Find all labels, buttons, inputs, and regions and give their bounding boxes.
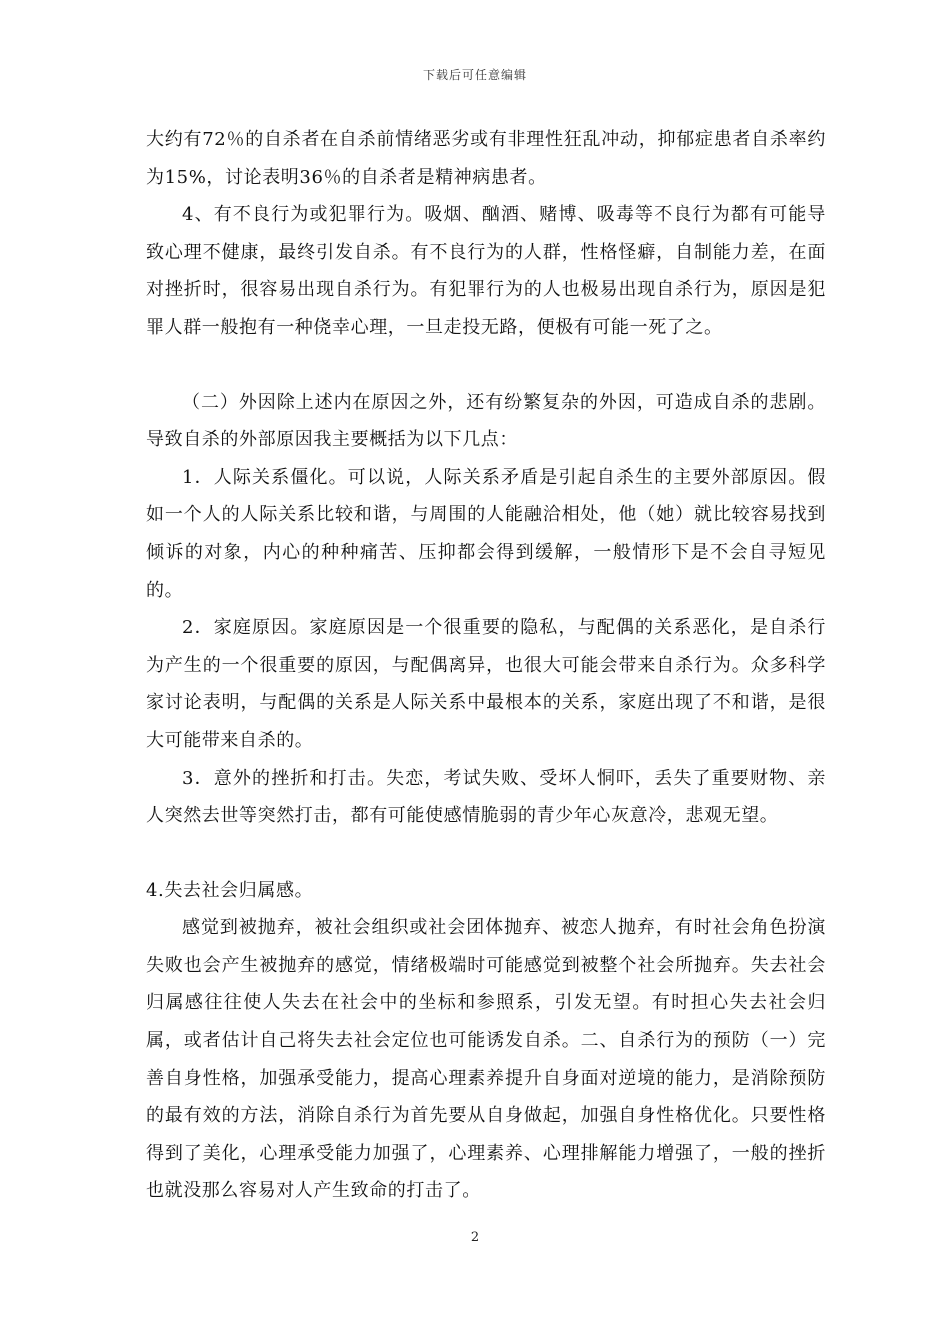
paragraph-spacer: [146, 835, 826, 872]
paragraph-spacer: [146, 347, 826, 384]
paragraph: 4、有不良行为或犯罪行为。吸烟、酗酒、赌博、吸毒等不良行为都有可能导致心理不健康，最终引发自杀。有不良行为的人群，性格怪癖，自制能力差，在面对挫折时，很容易出现自杀行为。有犯罪行为的人也极易出现自杀行为，原因是犯罪人群一般抱有一种侥幸心理，一旦走投无路，便极有可能一死了之。: [146, 204, 826, 338]
paragraph: 2．家庭原因。家庭原因是一个很重要的隐私，与配偶的关系恶化，是自杀行为产生的一个很重要的原因，与配偶离异，也很大可能会带来自杀行为。众多科学家讨论表明，与配偶的关系是人际关系中最根本的关系，家庭出现了不和谐，是很大可能带来自杀的。: [146, 617, 826, 751]
paragraph: 大约有72％的自杀者在自杀前情绪恶劣或有非理性狂乱冲动，抑郁症患者自杀率约为15%，讨论表明36％的自杀者是精神病患者。: [146, 129, 826, 188]
paragraph: 1．人际关系僵化。可以说，人际关系矛盾是引起自杀生的主要外部原因。假如一个人的人际关系比较和谐，与周围的人能融洽相处，他（她）就比较容易找到倾诉的对象，内心的种种痛苦、压抑都会得到缓解，一般情形下是不会自寻短见的。: [146, 466, 826, 601]
paragraph: （二）外因除上述内在原因之外，还有纷繁复杂的外因，可造成自杀的悲剧。导致自杀的外部原因我主要概括为以下几点：: [146, 391, 826, 451]
paragraph: 感觉到被抛弃，被社会组织或社会团体抛弃、被恋人抛弃，有时社会角色扮演失败也会产生被抛弃的感觉，情绪极端时可能感觉到被整个社会所抛弃。失去社会归属感往往使人失去在社会中的坐标和参照系，引发无望。有时担心失去社会归属，或者估计自己将失去社会定位也可能诱发自杀。二、自杀行为的预防（一）完善自身性格，加强承受能力，提高心理素养提升自身面对逆境的能力，是消除预防的最有效的方法，消除自杀行为首先要从自身做起，加强自身性格优化。只要性格得到了美化，心理承受能力加强了，心理素养、心理排解能力增强了，一般的挫折也就没那么容易对人产生致命的打击了。: [146, 917, 826, 1202]
document-body: [146, 121, 826, 1210]
page-number: 2: [470, 1230, 480, 1245]
paragraph: 3．意外的挫折和打击。失恋，考试失败、受坏人恫吓，丢失了重要财物、亲人突然去世等突然打击，都有可能使感情脆弱的青少年心灰意冷，悲观无望。: [146, 767, 826, 827]
page-header: 下载后可任意编辑: [422, 68, 527, 82]
section-heading: 4.失去社会归属感。: [146, 879, 314, 901]
